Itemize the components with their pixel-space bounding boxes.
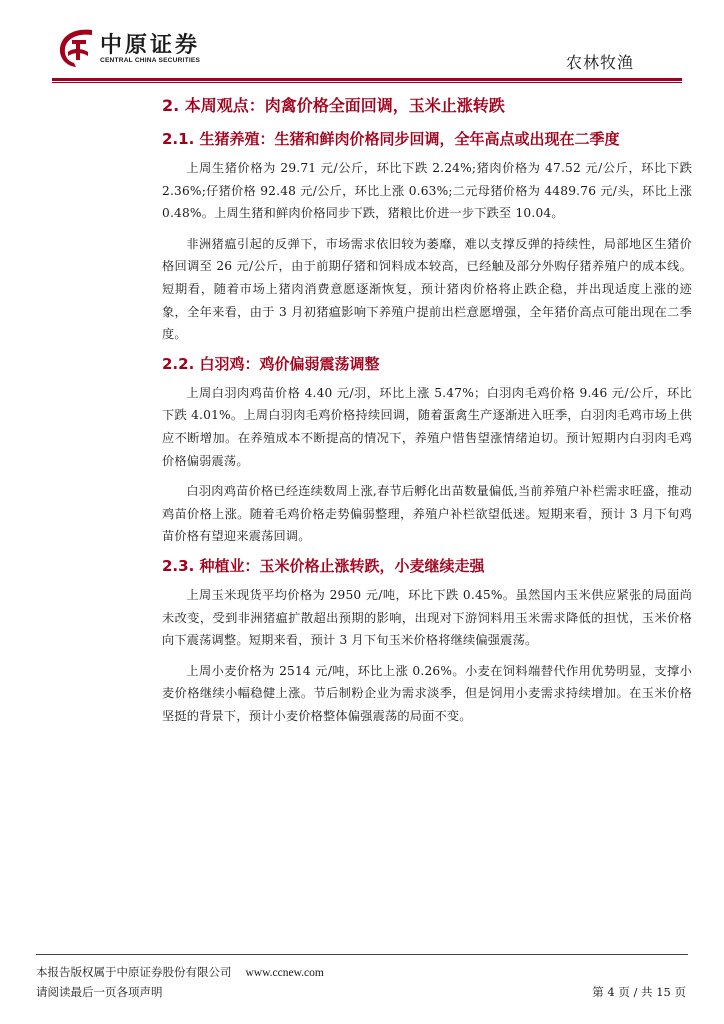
header-divider bbox=[52, 78, 682, 81]
section-heading-block bbox=[162, 346, 692, 380]
main-heading-block bbox=[162, 86, 692, 122]
paragraph: 白羽肉鸡苗价格已经连续数周上涨,春节后孵化出苗数量偏低,当前养殖户补栏需求旺盛，推动鸡苗价格上涨。随着毛鸡价格走势偏弱整理，养殖户补栏欲望低迷。短期来看，预计 3 月下旬鸡苗价格有望迎来震荡回调。 bbox=[162, 484, 692, 544]
section-heading-hog: 2.1. 生猪养殖：生猪和鲜肉价格同步回调，全年高点或出现在二季度 bbox=[162, 130, 620, 148]
page-number: 第 4 页 / 共 15 页 bbox=[592, 985, 686, 999]
paragraph: 上周小麦价格为 2514 元/吨，环比上涨 0.26%。小麦在饲料端替代作用优势明显，支撑小麦价格继续小幅稳健上涨。节后制粉企业为需求淡季，但是饲用小麦需求持续增加。在玉米价格坚挺的背景下，预计小麦价格整体偏强震荡的局面不变。 bbox=[162, 663, 692, 723]
section-heading-block bbox=[162, 122, 692, 155]
paragraph: 非洲猪瘟引起的反弹下，市场需求依旧较为萎靡，难以支撑反弹的持续性，局部地区生猪价格回调至 26 元/公斤，由于前期仔猪和饲料成本较高，已经触及部分外购仔猪养殖户的成本线。短期看，随着市场上猪肉消费意愿逐渐恢复，预计猪肉价格将止跌企稳，并出现适度上涨的迹象，全年来看，由于 3 月初猪瘟影响下养殖户提前出栏意愿增强，全年猪价高点可能出现在二季度。 bbox=[162, 236, 692, 342]
section-heading-block bbox=[162, 548, 692, 582]
paragraph: 上周生猪价格为 29.71 元/公斤，环比下跌 2.24%;猪肉价格为 47.52 元/公斤，环比下跌 2.36%;仔猪价格 92.48 元/公斤，环比上涨 0.63%;二元母猪价格为 4489.76 元/头，环比上涨 0.48%。上周生猪和鲜肉价格同步下跌，猪粮比价进一步下跌至 10.04。 bbox=[162, 161, 692, 221]
header-divider-thin bbox=[52, 82, 682, 83]
report-section-label: 农林牧渔 bbox=[565, 53, 634, 72]
company-name-cn: 中原证券 bbox=[100, 33, 201, 58]
footer-disclaimer: 请阅读最后一页各项声明 bbox=[36, 985, 163, 999]
paragraph: 上周玉米现货平均价格为 2950 元/吨，环比下跌 0.45%。虽然国内玉米供应紧张的局面尚未改变，受到非洲猪瘟扩散超出预期的影响，出现对下游饲料用玉米需求降低的担忧，玉米价格向下震荡调整。短期来看，预计 3 月下旬玉米价格将继续偏强震荡。 bbox=[162, 587, 692, 648]
company-name-en: CENTRAL CHINA SECURITIES bbox=[100, 57, 201, 64]
footer-divider bbox=[36, 954, 688, 955]
section-heading-broiler: 2.2. 白羽鸡：鸡价偏弱震荡调整 bbox=[162, 354, 380, 373]
footer-copyright: 本报告版权属于中原证券股份有限公司 bbox=[36, 965, 232, 979]
report-body bbox=[162, 86, 692, 727]
company-logo-mark-icon bbox=[52, 26, 96, 70]
section-heading-crops: 2.3. 种植业：玉米价格止涨转跌，小麦继续走强 bbox=[162, 556, 485, 575]
footer-copyright-line bbox=[36, 964, 324, 980]
company-logo bbox=[52, 26, 222, 70]
footer-website-link[interactable]: www.ccnew.com bbox=[245, 967, 324, 979]
main-heading: 2. 本周观点：肉禽价格全面回调，玉米止涨转跌 bbox=[162, 96, 505, 115]
paragraph: 上周白羽肉鸡苗价格 4.40 元/羽，环比上涨 5.47%；白羽肉毛鸡价格 9.46 元/公斤，环比下跌 4.01%。上周白羽肉毛鸡价格持续回调，随着蛋禽生产逐渐进入旺季，白羽肉毛鸡市场上供应不断增加。在养殖成本不断提高的情况下，养殖户惜售望涨情绪迫切。预计短期内白羽肉毛鸡价格偏弱震荡。 bbox=[162, 385, 692, 468]
